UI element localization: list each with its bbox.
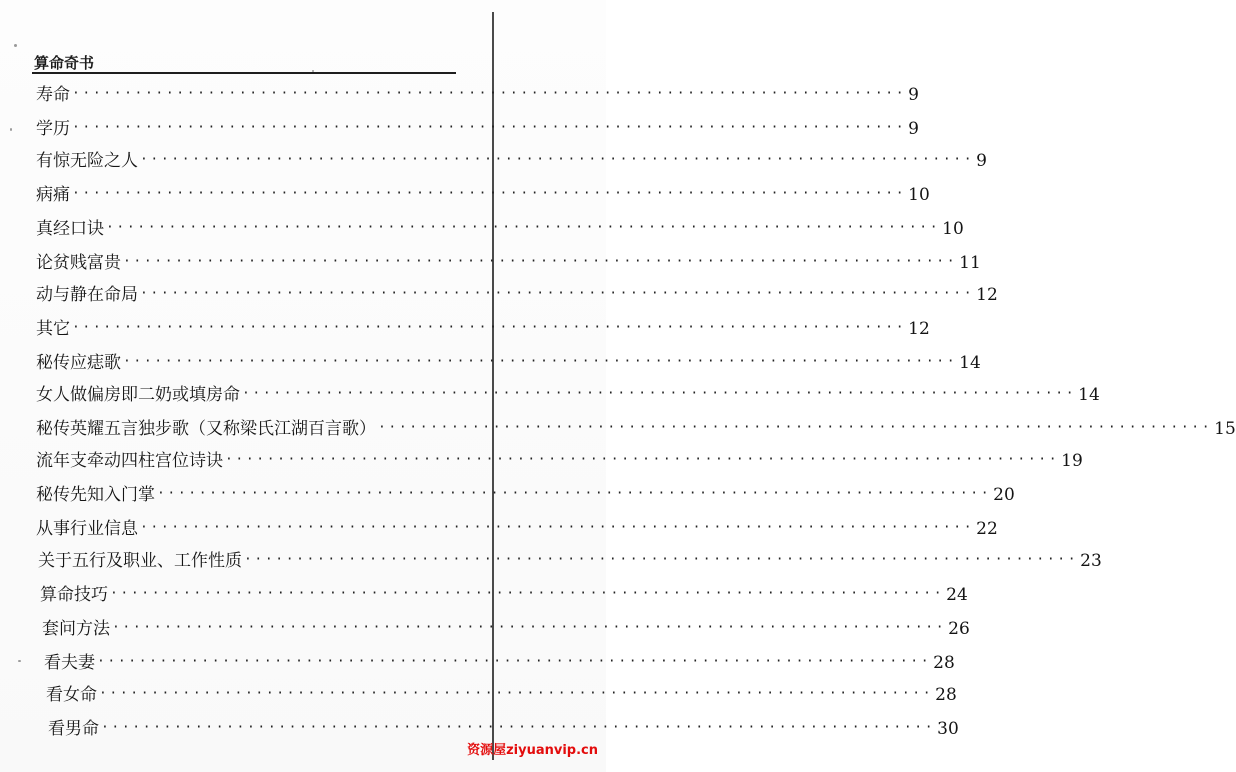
toc-dot-leader: ················································································ xyxy=(123,254,958,269)
toc-entry-title: 算命技巧 xyxy=(40,585,108,605)
toc-entry xyxy=(46,680,957,710)
toc-entry-page: 22 xyxy=(976,519,998,539)
toc-entry-page: 9 xyxy=(908,119,919,139)
toc-dot-leader: ················································································ xyxy=(110,586,945,601)
toc-entry-page: 24 xyxy=(946,585,968,605)
toc-entry xyxy=(36,446,1083,476)
toc-entry-page: 26 xyxy=(948,619,970,639)
toc-entry xyxy=(36,380,1100,410)
toc-entry-page: 20 xyxy=(993,485,1015,505)
toc-entry-page: 15 xyxy=(1214,419,1236,439)
toc-entry xyxy=(36,314,930,344)
toc-dot-leader: ················································································ xyxy=(140,286,975,301)
toc-entry xyxy=(36,114,919,144)
toc-entry-page: 19 xyxy=(1061,451,1083,471)
toc-dot-leader: ················································································ xyxy=(157,486,992,501)
toc-entry-title: 有惊无险之人 xyxy=(36,151,138,171)
toc-entry-title: 秘传先知入门掌 xyxy=(36,485,155,505)
toc-entry xyxy=(40,580,968,610)
toc-entry-page: 10 xyxy=(908,185,930,205)
toc-dot-leader: ················································································ xyxy=(242,386,1077,401)
toc-dot-leader: ················································································ xyxy=(140,520,975,535)
toc-dot-leader: ················································································ xyxy=(99,686,934,701)
toc-dot-leader: ················································································ xyxy=(72,86,907,101)
toc-entry-page: 11 xyxy=(959,253,981,273)
toc-entry xyxy=(36,248,981,278)
toc-entry-title: 流年支牵动四柱宫位诗诀 xyxy=(36,451,223,471)
toc-entry-title: 套问方法 xyxy=(42,619,110,639)
toc-entry-page: 30 xyxy=(937,719,959,739)
scan-speck xyxy=(312,70,314,72)
toc-entry xyxy=(44,648,955,678)
toc-entry-title: 从事行业信息 xyxy=(36,519,138,539)
toc-dot-leader: ················································································ xyxy=(101,720,936,735)
toc-entry-page: 12 xyxy=(976,285,998,305)
toc-entry-page: 10 xyxy=(942,219,964,239)
toc-dot-leader: ················································································ xyxy=(72,120,907,135)
toc-entry xyxy=(36,414,1236,444)
toc-entry xyxy=(36,180,930,210)
toc-entry-title: 论贫贱富贵 xyxy=(36,253,121,273)
scan-speck xyxy=(14,44,17,47)
toc-dot-leader: ················································································ xyxy=(140,152,975,167)
toc-entry xyxy=(36,214,964,244)
toc-entry-title: 女人做偏房即二奶或填房命 xyxy=(36,385,240,405)
toc-entry-title: 动与静在命局 xyxy=(36,285,138,305)
toc-entry-title: 学历 xyxy=(36,119,70,139)
toc-entry-page: 28 xyxy=(935,685,957,705)
toc-entry-title: 病痛 xyxy=(36,185,70,205)
toc-entry-page: 14 xyxy=(1078,385,1100,405)
running-header: 算命奇书 xyxy=(34,54,95,72)
toc-entry-title: 寿命 xyxy=(36,85,70,105)
toc-entry xyxy=(36,480,1015,510)
toc-entry-page: 14 xyxy=(959,353,981,373)
toc-entry-page: 28 xyxy=(933,653,955,673)
toc-entry-page: 9 xyxy=(976,151,987,171)
toc-entry xyxy=(38,546,1102,576)
toc-entry-title: 看男命 xyxy=(48,719,99,739)
toc-entry xyxy=(36,348,981,378)
toc-entry-title: 秘传应痣歌 xyxy=(36,353,121,373)
toc-dot-leader: ················································································ xyxy=(123,354,958,369)
toc-entry-title: 看女命 xyxy=(46,685,97,705)
toc-entry-page: 23 xyxy=(1080,551,1102,571)
toc-dot-leader: ················································································ xyxy=(244,552,1079,567)
toc-entry-title: 秘传英耀五言独步歌（又称梁氏江湖百言歌） xyxy=(36,419,376,439)
scan-speck xyxy=(18,660,21,662)
toc-entry-title: 关于五行及职业、工作性质 xyxy=(38,551,242,571)
toc-entry-title: 看夫妻 xyxy=(44,653,95,673)
toc-dot-leader: ················································································ xyxy=(72,186,907,201)
toc-dot-leader: ················································································ xyxy=(378,420,1213,435)
toc-dot-leader: ················································································ xyxy=(97,654,932,669)
toc-entry-page: 9 xyxy=(908,85,919,105)
watermark-text: 资源屋ziyuanvip.cn xyxy=(467,743,598,758)
toc-dot-leader: ················································································ xyxy=(112,620,947,635)
toc-entry-page: 12 xyxy=(908,319,930,339)
toc-entry xyxy=(36,280,998,310)
toc-entry xyxy=(48,714,959,744)
toc-entry xyxy=(42,614,970,644)
toc-entry xyxy=(36,80,919,110)
header-rule xyxy=(32,72,456,74)
toc-dot-leader: ················································································ xyxy=(225,452,1060,467)
toc-entry xyxy=(36,146,987,176)
toc-entry-title: 其它 xyxy=(36,319,70,339)
scan-speck xyxy=(10,128,12,131)
toc-entry-title: 真经口诀 xyxy=(36,219,104,239)
toc-dot-leader: ················································································ xyxy=(106,220,941,235)
toc-entry xyxy=(36,514,998,544)
toc-dot-leader: ················································································ xyxy=(72,320,907,335)
